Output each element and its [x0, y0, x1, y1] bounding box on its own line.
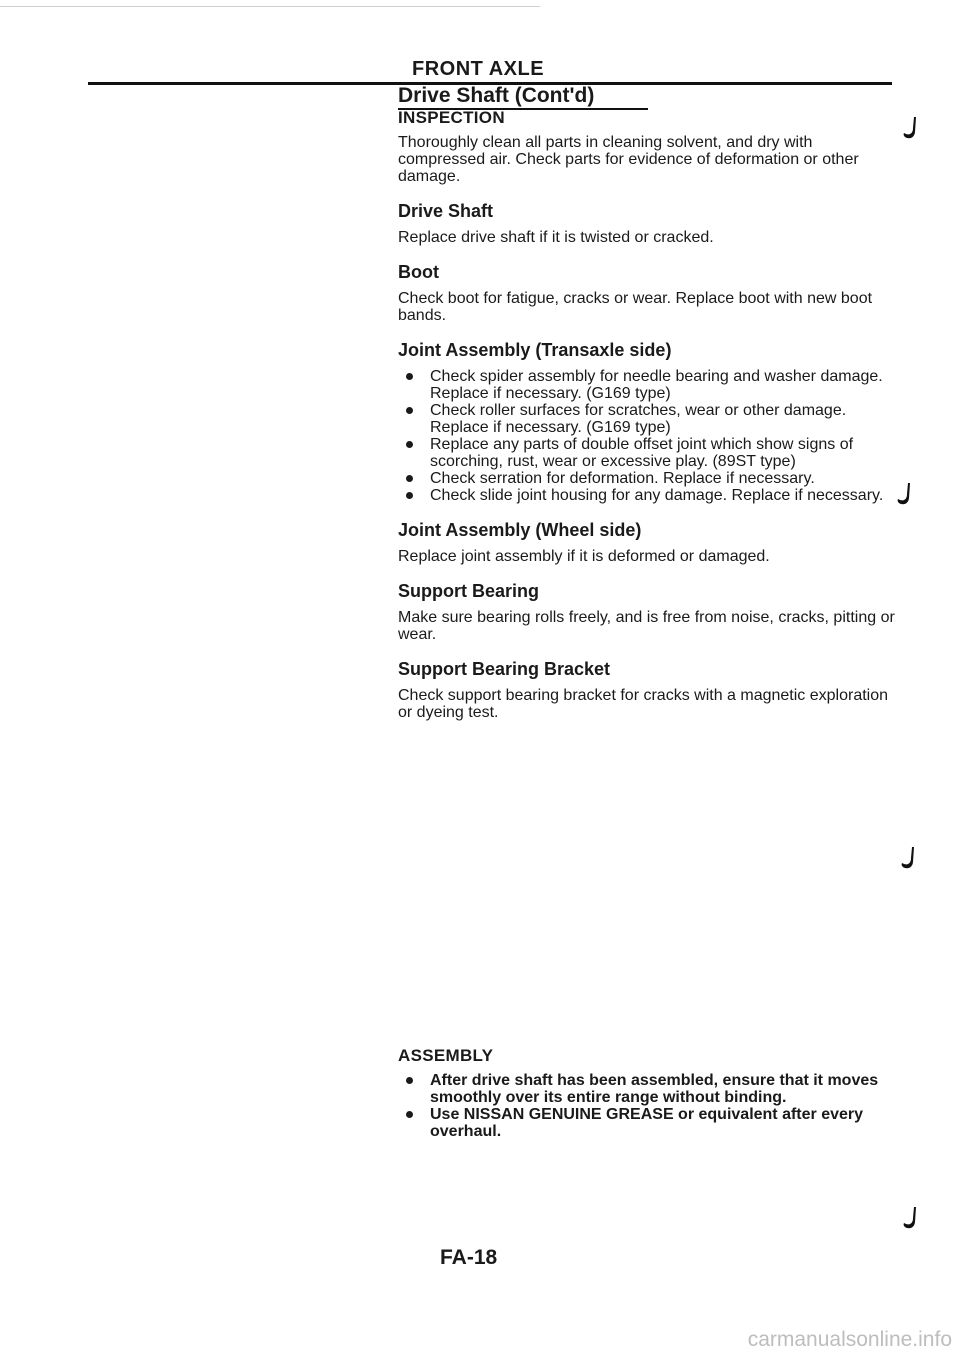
revision-mark-icon: [900, 846, 918, 870]
top-scan-line: [0, 6, 540, 7]
bullet-icon: [406, 475, 413, 482]
boot-text: Check boot for fatigue, cracks or wear. Replace boot with new boot bands.: [398, 290, 873, 324]
revision-mark-icon: [902, 1206, 920, 1230]
support-bracket-heading: Support Bearing Bracket: [398, 659, 611, 679]
revision-mark-icon: [896, 482, 914, 506]
joint-transaxle-heading: Joint Assembly (Transaxle side): [398, 340, 672, 360]
chapter-title: FRONT AXLE: [412, 58, 545, 80]
inspection-content: [398, 108, 898, 737]
inspection-intro: Thoroughly clean all parts in cleaning solvent, and dry with compressed air. Check parts for evidence of deformation or other damage.: [398, 134, 859, 185]
list-item: Check slide joint housing for any damage. Replace if necessary.: [398, 487, 898, 504]
bullet-icon: [406, 1077, 413, 1084]
assembly-list: [398, 1072, 898, 1140]
revision-mark-icon: [902, 116, 920, 140]
list-item: Check serration for deformation. Replace if necessary.: [398, 470, 898, 487]
joint-wheel-heading: Joint Assembly (Wheel side): [398, 520, 642, 540]
list-item: After drive shaft has been assembled, ensure that it moves smoothly over its entire range without binding.: [398, 1072, 898, 1106]
watermark-text: carmanualsonline.info: [747, 1328, 952, 1351]
support-bearing-text: Make sure bearing rolls freely, and is free from noise, cracks, pitting or wear.: [398, 609, 895, 643]
support-bearing-heading: Support Bearing: [398, 581, 540, 601]
bullet-icon: [406, 441, 413, 448]
assembly-heading: ASSEMBLY: [398, 1046, 494, 1065]
bullet-icon: [406, 492, 413, 499]
list-item: Check spider assembly for needle bearing and washer damage. Replace if necessary. (G169 type): [398, 368, 898, 402]
joint-wheel-text: Replace joint assembly if it is deformed or damaged.: [398, 548, 770, 565]
drive-shaft-text: Replace drive shaft if it is twisted or cracked.: [398, 229, 714, 246]
list-item: Replace any parts of double offset joint which show signs of scorching, rust, wear or excessive play. (89ST type): [398, 436, 898, 470]
boot-heading: Boot: [398, 262, 439, 282]
page-number: FA-18: [440, 1246, 498, 1269]
support-bracket-text: Check support bearing bracket for cracks with a magnetic exploration or dyeing test.: [398, 687, 889, 721]
bullet-icon: [406, 407, 413, 414]
assembly-section: [398, 1046, 898, 1156]
joint-transaxle-list: [398, 368, 898, 504]
list-item: Check roller surfaces for scratches, wear or other damage. Replace if necessary. (G169 type): [398, 402, 898, 436]
bullet-icon: [406, 1111, 413, 1118]
inspection-heading: INSPECTION: [398, 108, 505, 127]
drive-shaft-heading: Drive Shaft: [398, 201, 494, 221]
bullet-icon: [406, 373, 413, 380]
section-title: Drive Shaft (Cont'd): [398, 84, 595, 107]
list-item: Use NISSAN GENUINE GREASE or equivalent after every overhaul.: [398, 1106, 898, 1140]
